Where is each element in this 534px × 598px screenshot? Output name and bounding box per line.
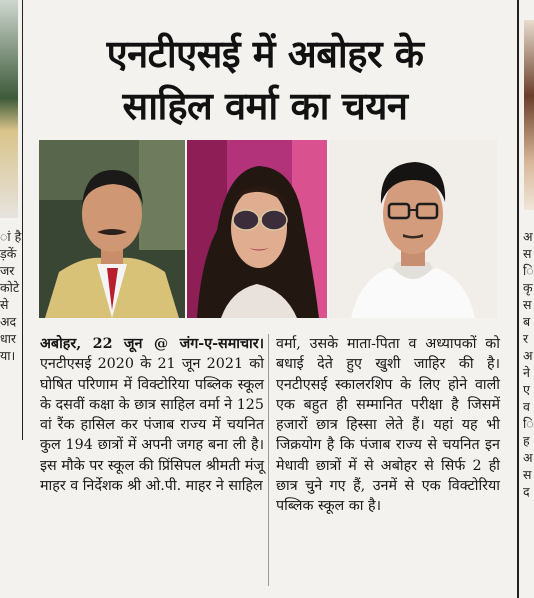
woman-portrait-image — [187, 140, 327, 318]
article-column-1-text: एनटीएसई 2020 के 21 जून 2021 को घोषित परिणाम में विक्टोरिया पब्लिक स्कूल के दसवीं कक्षा के छात्र साहिल वर्मा ने 125 वां रैंक हासिल कर पंजाब राज्य में चयनित कुल 194 छात्रों में अपनी जगह बना ली है। इस मौके पर स्कूल की प्रिंसिपल श्रीमती मंजू माहर व निर्देशक श्री ओ.पी. माहर ने साहिल — [40, 356, 264, 495]
photo-man-in-suit — [39, 140, 185, 318]
article-dateline: अबोहर, 22 जून @ जंग-ए-समाचार। — [40, 336, 264, 352]
right-column-rule — [517, 0, 519, 598]
article-column-2-text: वर्मा, उसके माता-पिता व अध्यापकों को बधाई देते हुए खुशी जाहिर की है। एनटीएसई स्कालरशिप के लिए होने वाली एक बहुत ही सम्मानित परीक्षा है जिसमें हजारों छात्र हिस्सा लेते हैं। यहां यह भी जिक्रयोग है कि पंजाब राज्य से चयनित इन मेधावी छात्रों में से अबोहर से सिर्फ 2 ही छात्र चुने गए हैं, उनमें से एक विक्टोरिया पब्लिक स्कूल का है। — [276, 336, 500, 515]
left-column-rule — [22, 0, 23, 440]
left-neighbor-text: ां है ड़कें जर कोटे से अद धार या। — [0, 229, 22, 363]
right-neighbor-photo — [524, 20, 534, 210]
headline — [30, 28, 500, 132]
young-man-portrait-image — [329, 140, 497, 318]
article-column-2 — [276, 334, 500, 517]
left-neighbor-photo — [0, 0, 18, 218]
right-neighbor-text: अ स ि कृ स ब र अ ने ए व ि ह अ स द — [523, 229, 534, 499]
photo-young-man-with-glasses — [329, 140, 497, 318]
man-portrait-image — [39, 140, 185, 318]
column-divider — [268, 334, 269, 586]
article-column-1 — [40, 334, 264, 496]
headline-line-1: एनटीएसई में अबोहर के — [106, 32, 424, 76]
headline-line-2: साहिल वर्मा का चयन — [122, 84, 408, 128]
photo-woman-with-sunglasses — [187, 140, 327, 318]
